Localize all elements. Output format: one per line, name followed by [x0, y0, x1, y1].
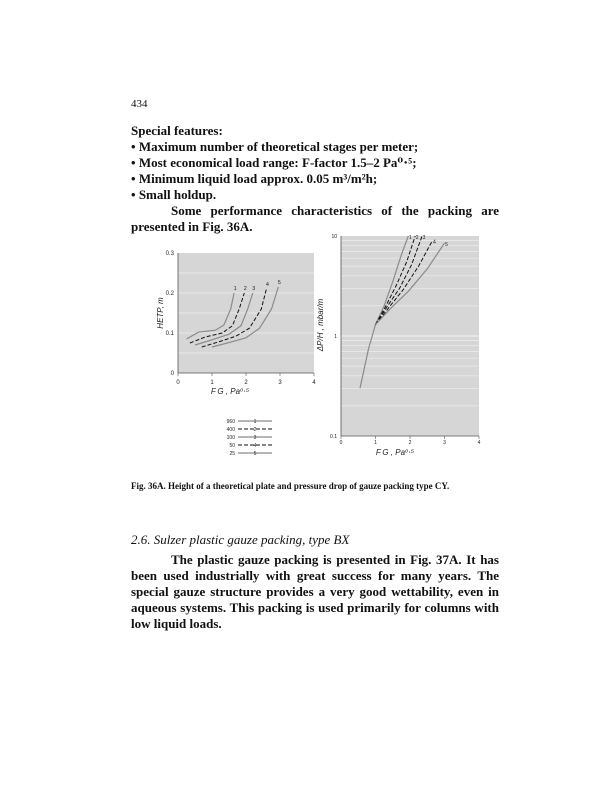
legend-value: 25 [229, 451, 235, 457]
hetp-y-tick-label: 0.1 [165, 331, 174, 337]
figure-caption: Fig. 36A. Height of a theoretical plate and pressure drop of gauze packing type CY. [131, 481, 450, 491]
feature-item: • Most economical load range: F-factor 1.5–2 Pa⁰⋅⁵; [131, 155, 418, 171]
pressure-x-tick-label: 4 [477, 440, 481, 446]
hetp-curve-label: 5 [277, 280, 281, 286]
pressure-curve-label: 5 [445, 242, 448, 249]
pressure-curve-label: 3 [422, 235, 426, 241]
pressure-curve-5 [376, 243, 445, 325]
page-number: 434 [131, 98, 148, 110]
pressure-x-tick-label: 0 [339, 440, 343, 446]
legend-series-label: 5 [253, 451, 257, 457]
feature-item: • Small holdup. [131, 187, 418, 203]
feature-item: • Maximum number of theoretical stages per meter; [131, 139, 418, 155]
hetp-x-tick-label: 3 [278, 380, 282, 386]
legend-series-label: 4 [253, 443, 257, 449]
hetp-x-axis-label: F G , Pa⁰⋅⁵ [210, 387, 250, 396]
hetp-y-tick-label: 0.3 [165, 251, 174, 257]
pressure-curve-label: 1 [408, 235, 412, 241]
pressure-y-axis-label: ΔP/H , mbar/m [316, 298, 325, 352]
legend-value: 400 [226, 427, 235, 433]
legend-value: 50 [229, 443, 235, 449]
legend-series-label: 2 [253, 427, 257, 433]
hetp-y-tick-label: 0 [170, 371, 174, 377]
body-paragraph: The plastic gauze packing is presented in Fig. 37A. It has been used industrially with great success for many years. The special gauze structure provides a very good wettability, even in aqueous systems. This packing is used primarily for columns with low liquid loads. [131, 552, 499, 631]
legend-value: 960 [226, 419, 235, 425]
legend-series-label: 1 [253, 419, 257, 425]
hetp-curve-5 [212, 287, 278, 347]
hetp-curve-label: 1 [233, 286, 237, 292]
hetp-x-tick-label: 2 [244, 380, 248, 386]
pressure-y-tick-label: 1 [334, 334, 337, 340]
performance-paragraph: Some performance characteristics of the packing are presented in Fig. 36A. [131, 203, 499, 234]
legend-series-label: 3 [253, 435, 257, 441]
features-heading: Special features: [131, 123, 223, 138]
pressure-curve-label: 4 [433, 239, 436, 246]
legend-value: 100 [226, 435, 235, 441]
section-heading: 2.6. Sulzer plastic gauze packing, type BX [131, 532, 350, 547]
hetp-curve-4 [202, 289, 267, 347]
feature-item: • Minimum liquid load approx. 0.05 m³/m²h; [131, 171, 418, 187]
hetp-curve-label: 3 [252, 286, 256, 292]
pressure-x-axis-label: F G , Pa⁰⋅⁵ [375, 448, 415, 457]
pressure-x-tick-label: 3 [443, 440, 446, 446]
hetp-curve-label: 4 [265, 282, 269, 288]
hetp-y-axis-label: HETP, m [156, 297, 165, 329]
hetp-curve-1 [187, 293, 235, 339]
pressure-curve-label: 2 [415, 235, 419, 241]
pressure-x-tick-label: 1 [374, 440, 377, 446]
hetp-y-tick-label: 0.2 [165, 291, 174, 297]
hetp-x-tick-label: 1 [210, 380, 214, 386]
hetp-x-tick-label: 0 [176, 380, 180, 386]
hetp-x-tick-label: 4 [312, 380, 316, 386]
pressure-y-tick-label: 0.1 [330, 434, 337, 440]
pressure-x-tick-label: 2 [408, 440, 412, 446]
pressure-y-tick-label: 10 [331, 234, 337, 240]
hetp-curve-label: 2 [243, 286, 247, 292]
